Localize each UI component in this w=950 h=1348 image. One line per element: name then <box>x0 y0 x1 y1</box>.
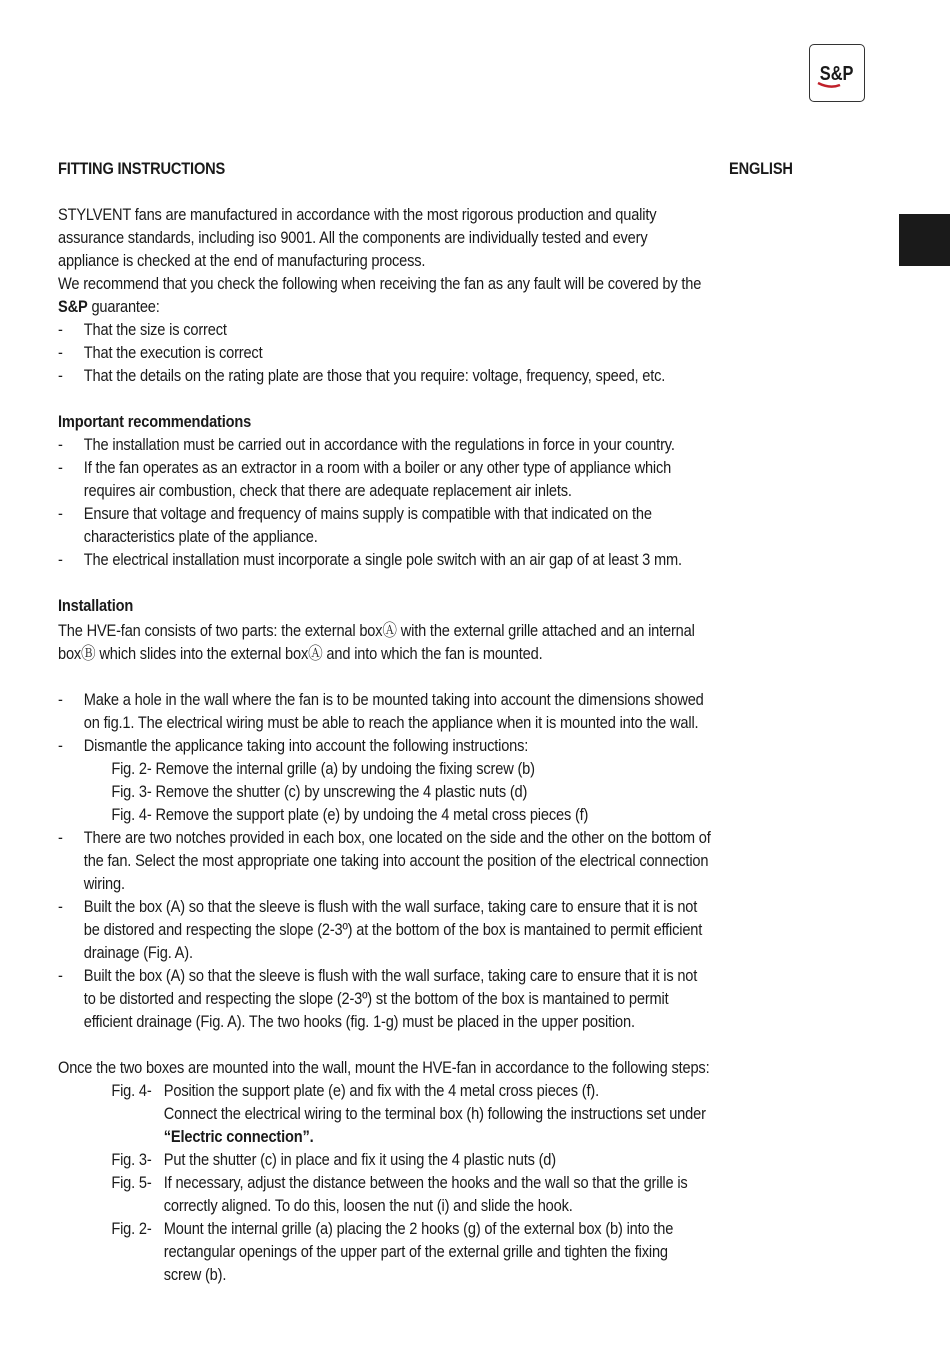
installation-para: The HVE-fan consists of two parts: the external boxⒶ with the external grille attached and an internal <box>58 621 695 640</box>
brand-name: S&P <box>58 297 88 316</box>
logo-text: S&P <box>819 61 854 85</box>
mount-intro: Once the two boxes are mounted into the wall, mount the HVE-fan in accordance to the following steps: <box>58 1058 710 1077</box>
intro-line: STYLVENT fans are manufactured in accordance with the most rigorous production and quality <box>58 205 657 224</box>
electric-connection-ref: “Electric connection”. <box>163 1127 314 1146</box>
intro-line: appliance is checked at the end of manufacturing process. <box>58 251 426 270</box>
intro-line: assurance standards, including iso 9001. All the components are individually tested and every <box>58 228 648 247</box>
installation-para: boxⒷ which slides into the external boxⒶ and into which the fan is mounted. <box>58 644 543 663</box>
section-heading-installation: Installation <box>58 596 134 615</box>
language-label: ENGLISH <box>729 159 793 178</box>
document-title: FITTING INSTRUCTIONS <box>58 159 226 178</box>
sp-logo <box>809 44 865 102</box>
section-heading-important: Important recommendations <box>58 412 252 431</box>
language-tab-marker <box>899 214 950 266</box>
intro-line: S&P guarantee: <box>58 297 160 316</box>
intro-line: We recommend that you check the following when receiving the fan as any fault will be covered by the <box>58 274 702 293</box>
